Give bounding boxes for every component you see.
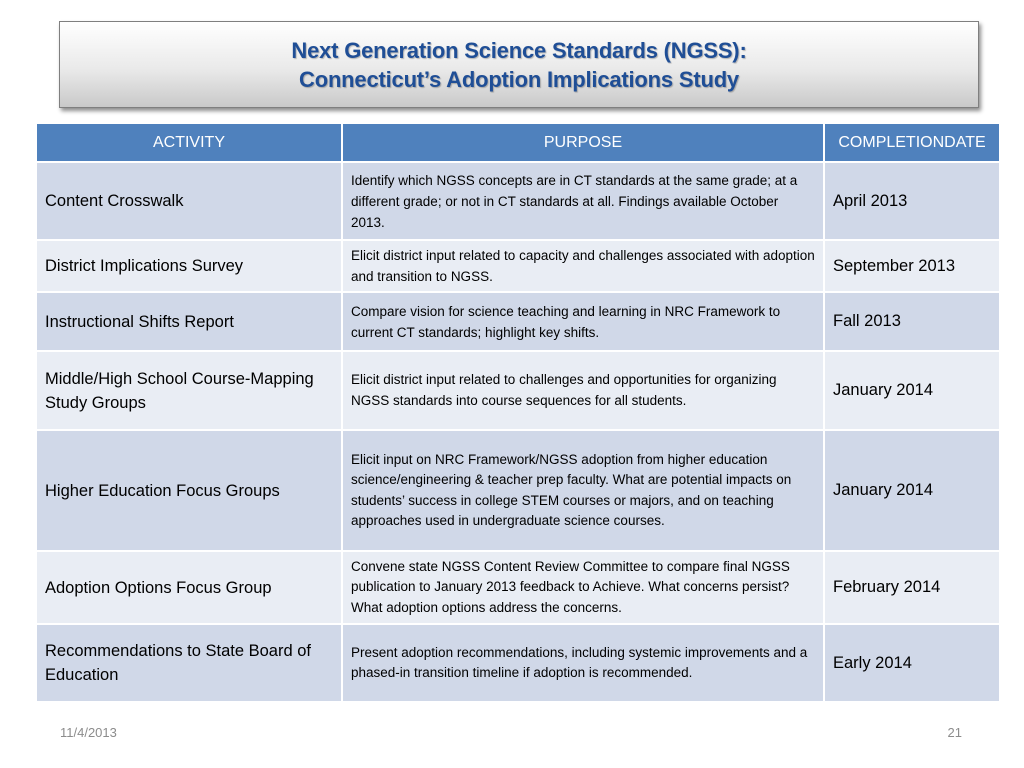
slide-title-line-1: Next Generation Science Standards (NGSS):: [291, 37, 747, 63]
table-header-row: [36, 123, 1000, 162]
footer-date: 11/4/2013: [60, 725, 117, 740]
table-row: [36, 351, 1000, 430]
purpose-cell: Elicit input on NRC Framework/NGSS adoption from higher education science/engineering & teacher prep faculty. What are potential impacts on students’ success in college STEM courses or majors, and on teaching approaches used in undergraduate science courses.: [342, 430, 824, 551]
activity-cell: Recommendations to State Board of Education: [36, 624, 342, 702]
table-row: [36, 624, 1000, 702]
purpose-cell: Identify which NGSS concepts are in CT standards at the same grade; at a different grade; or not in CT standards at all. Findings available October 2013.: [342, 162, 824, 240]
purpose-cell: Convene state NGSS Content Review Committee to compare final NGSS publication to January 2013 feedback to Achieve. What concerns persist? What adoption options address the concerns.: [342, 551, 824, 624]
activity-cell: Adoption Options Focus Group: [36, 551, 342, 624]
activity-cell: Instructional Shifts Report: [36, 292, 342, 351]
header-purpose: PURPOSE: [342, 123, 824, 162]
completion-date-cell: Fall 2013: [824, 292, 1000, 351]
slide-title-box: [59, 21, 979, 108]
activity-cell: Higher Education Focus Groups: [36, 430, 342, 551]
purpose-cell: Elicit district input related to challenges and opportunities for organizing NGSS standards into course sequences for all students.: [342, 351, 824, 430]
purpose-cell: Elicit district input related to capacity and challenges associated with adoption and transition to NGSS.: [342, 240, 824, 292]
table-row: [36, 292, 1000, 351]
header-activity: ACTIVITY: [36, 123, 342, 162]
header-completion-date: COMPLETIONDATE: [824, 123, 1000, 162]
activity-cell: District Implications Survey: [36, 240, 342, 292]
completion-date-cell: April 2013: [824, 162, 1000, 240]
completion-date-cell: Early 2014: [824, 624, 1000, 702]
table-row: [36, 551, 1000, 624]
purpose-cell: Present adoption recommendations, including systemic improvements and a phased-in transition timeline if adoption is recommended.: [342, 624, 824, 702]
completion-date-cell: January 2014: [824, 430, 1000, 551]
activities-table: [35, 122, 1001, 703]
activity-cell: Middle/High School Course-Mapping Study Groups: [36, 351, 342, 430]
table-row: [36, 240, 1000, 292]
completion-date-cell: September 2013: [824, 240, 1000, 292]
table-row: [36, 162, 1000, 240]
completion-date-cell: January 2014: [824, 351, 1000, 430]
slide-title-line-2: Connecticut’s Adoption Implications Study: [299, 66, 739, 92]
table-row: [36, 430, 1000, 551]
completion-date-cell: February 2014: [824, 551, 1000, 624]
footer-page-number: 21: [947, 725, 962, 740]
activity-cell: Content Crosswalk: [36, 162, 342, 240]
purpose-cell: Compare vision for science teaching and learning in NRC Framework to current CT standards; highlight key shifts.: [342, 292, 824, 351]
